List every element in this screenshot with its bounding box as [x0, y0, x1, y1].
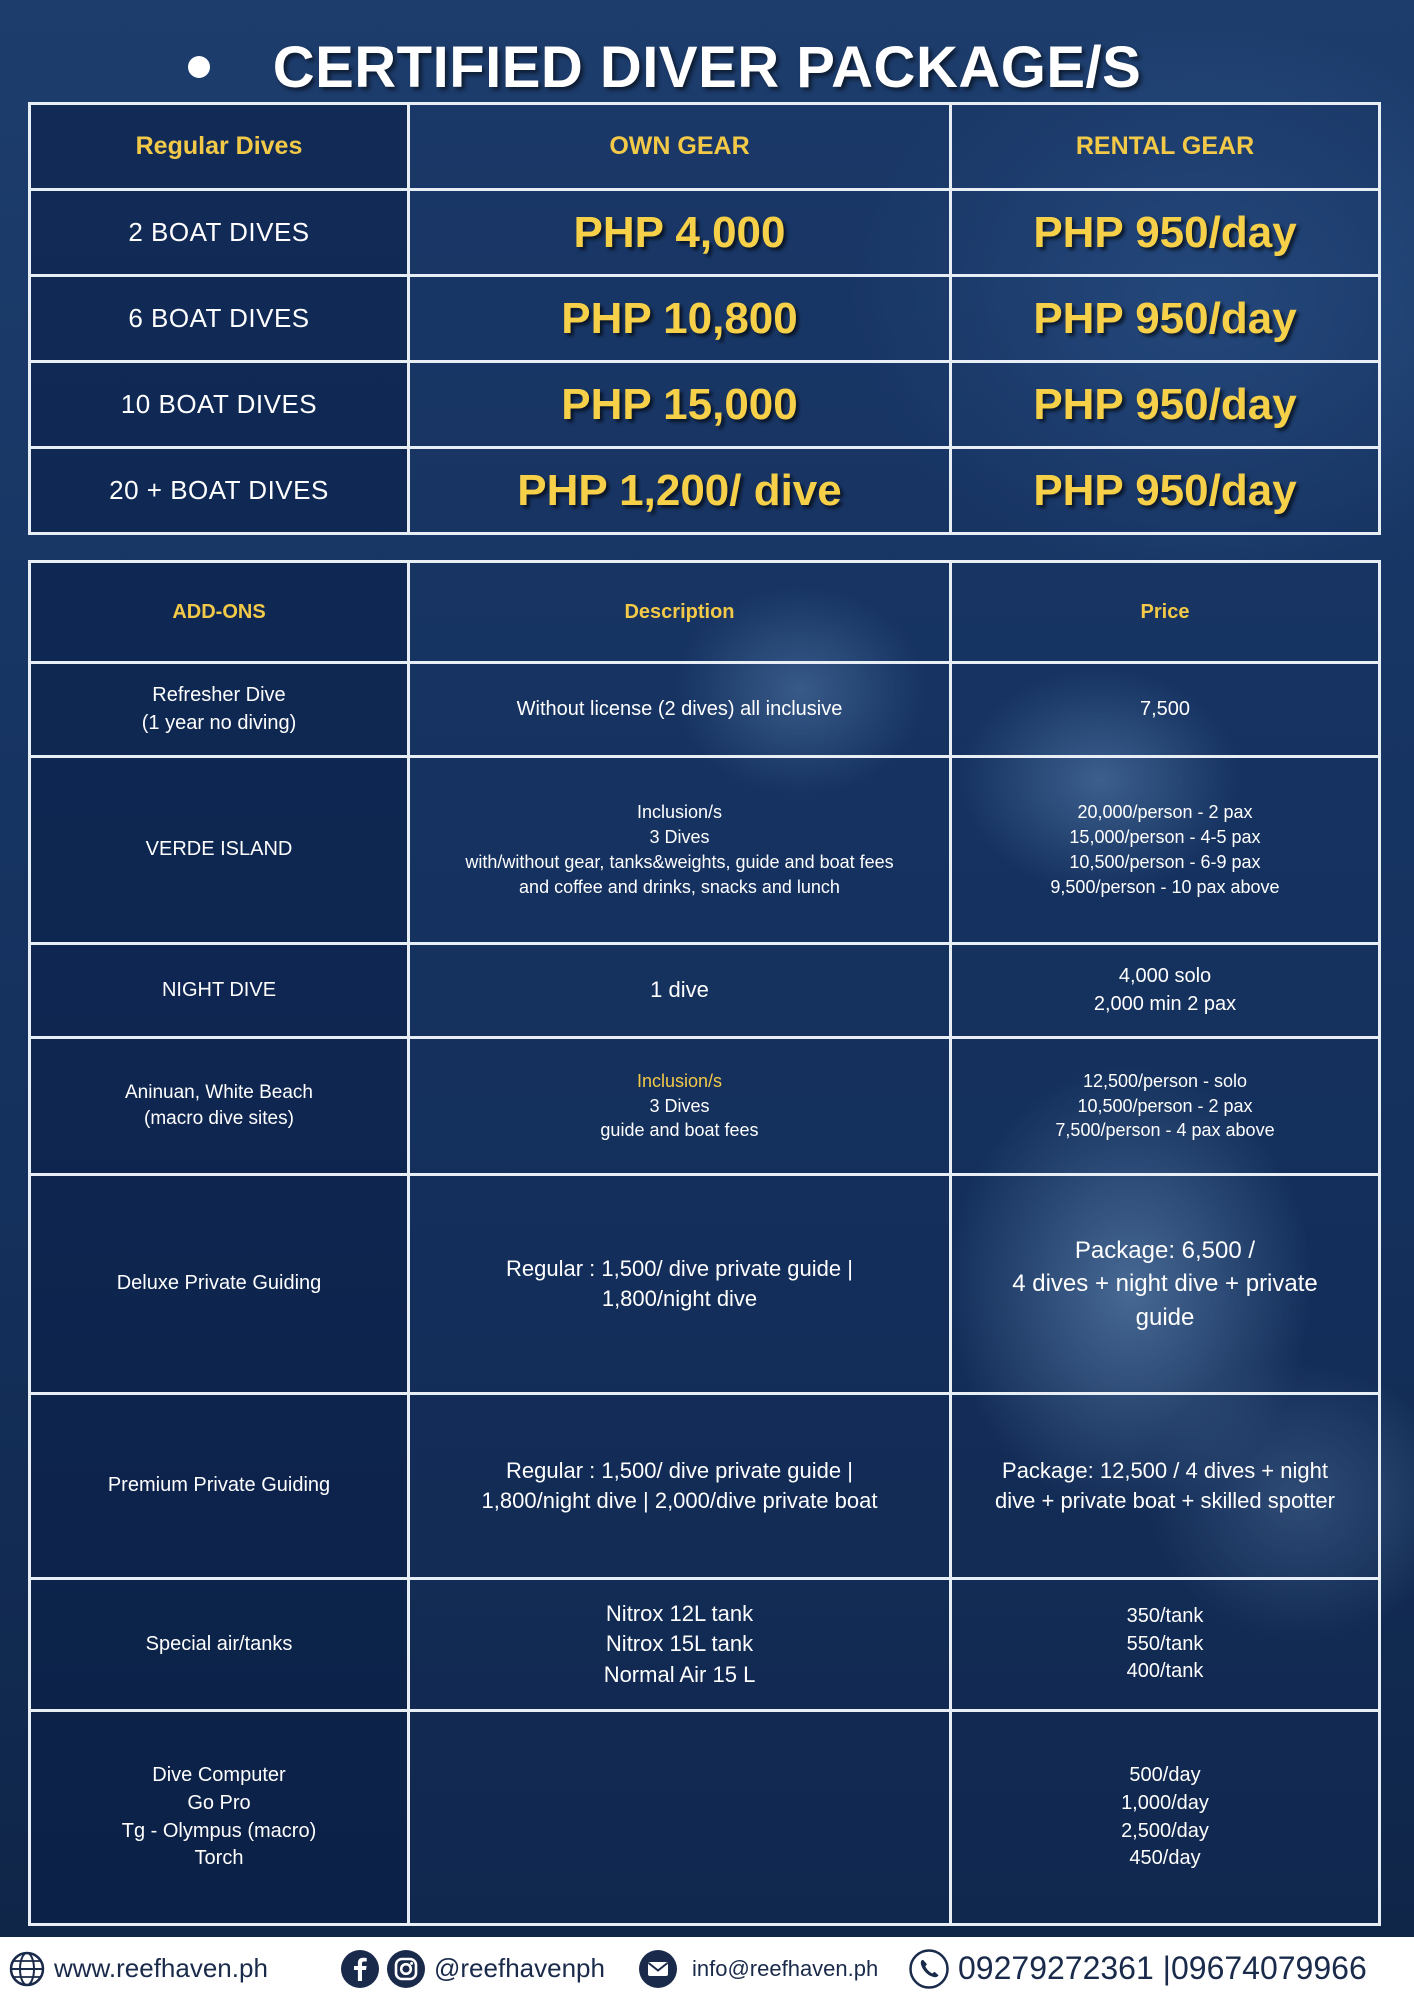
addon-description: Regular : 1,500/ dive private guide | 1,800/night dive — [409, 1175, 951, 1394]
header-own-gear: OWN GEAR — [409, 104, 951, 190]
package-header-row — [30, 104, 1380, 190]
addon-name: Deluxe Private Guiding — [30, 1175, 409, 1394]
email-icon — [638, 1949, 678, 1989]
rental-gear-price: PHP 950/day — [951, 276, 1380, 362]
header-addons: ADD-ONS — [30, 562, 409, 663]
addon-price: 20,000/person - 2 pax 15,000/person - 4-5 pax 10,500/person - 6-9 pax 9,500/person - 10 pax above — [951, 757, 1380, 944]
package-label: 20 + BOAT DIVES — [30, 448, 409, 534]
addon-price: 350/tank 550/tank 400/tank — [951, 1579, 1380, 1711]
own-gear-price: PHP 10,800 — [409, 276, 951, 362]
addon-row — [30, 757, 1380, 944]
addon-name: Dive Computer Go Pro Tg - Olympus (macro) Torch — [30, 1711, 409, 1925]
package-row — [30, 276, 1380, 362]
addons-table — [28, 560, 1381, 1926]
instagram-icon[interactable] — [386, 1949, 426, 1989]
addon-description — [409, 1711, 951, 1925]
addon-row — [30, 1038, 1380, 1175]
addon-description: Without license (2 dives) all inclusive — [409, 663, 951, 757]
addon-name: Special air/tanks — [30, 1579, 409, 1711]
contact-footer — [0, 1937, 1414, 2000]
addon-row — [30, 1175, 1380, 1394]
social-item[interactable] — [340, 1937, 605, 2000]
addon-name: Premium Private Guiding — [30, 1394, 409, 1579]
addon-name: Refresher Dive (1 year no diving) — [30, 663, 409, 757]
phone-numbers[interactable]: 09279272361 |09674079966 — [958, 1950, 1367, 1986]
addon-description: 1 dive — [409, 944, 951, 1038]
own-gear-price: PHP 4,000 — [409, 190, 951, 276]
addon-row — [30, 1394, 1380, 1579]
package-table — [28, 102, 1381, 535]
rental-gear-price: PHP 950/day — [951, 190, 1380, 276]
header-description: Description — [409, 562, 951, 663]
addon-description: Inclusion/s 3 Dives with/without gear, tanks&weights, guide and boat fees and coffee and drinks, snacks and lunch — [409, 757, 951, 944]
website-link[interactable]: www.reefhaven.ph — [54, 1953, 268, 1983]
addon-description: 3 Dives guide and boat fees — [600, 1095, 759, 1141]
own-gear-price: PHP 1,200/ dive — [409, 448, 951, 534]
package-label: 10 BOAT DIVES — [30, 362, 409, 448]
rental-gear-price: PHP 950/day — [951, 362, 1380, 448]
header-regular-dives: Regular Dives — [30, 104, 409, 190]
header-rental-gear: RENTAL GEAR — [951, 104, 1380, 190]
package-label: 6 BOAT DIVES — [30, 276, 409, 362]
addon-row — [30, 1711, 1380, 1925]
facebook-icon[interactable] — [340, 1949, 380, 1989]
header-price: Price — [951, 562, 1380, 663]
phone-icon — [908, 1948, 950, 1990]
addon-name: VERDE ISLAND — [30, 757, 409, 944]
addon-price: 12,500/person - solo 10,500/person - 2 pax 7,500/person - 4 pax above — [951, 1038, 1380, 1175]
package-row — [30, 362, 1380, 448]
addon-name: NIGHT DIVE — [30, 944, 409, 1038]
addon-price: Package: 6,500 / 4 dives + night dive + private guide — [951, 1175, 1380, 1394]
addon-price: Package: 12,500 / 4 dives + night dive + private boat + skilled spotter — [951, 1394, 1380, 1579]
addon-price: 4,000 solo 2,000 min 2 pax — [951, 944, 1380, 1038]
package-row — [30, 190, 1380, 276]
social-handle[interactable]: @reefhavenph — [434, 1953, 605, 1983]
email-item[interactable] — [638, 1937, 878, 2000]
addon-name: Aninuan, White Beach (macro dive sites) — [30, 1038, 409, 1175]
page-title: CERTIFIED DIVER PACKAGE/S — [272, 35, 1142, 100]
addon-description-cell — [409, 1038, 951, 1175]
package-label: 2 BOAT DIVES — [30, 190, 409, 276]
addon-price: 7,500 — [951, 663, 1380, 757]
addon-row — [30, 1579, 1380, 1711]
addon-price: 500/day 1,000/day 2,500/day 450/day — [951, 1711, 1380, 1925]
rental-gear-price: PHP 950/day — [951, 448, 1380, 534]
email-address[interactable]: info@reefhaven.ph — [692, 1955, 879, 1981]
addon-description: Nitrox 12L tank Nitrox 15L tank Normal Air 15 L — [409, 1579, 951, 1711]
own-gear-price: PHP 15,000 — [409, 362, 951, 448]
addon-row — [30, 944, 1380, 1038]
package-row — [30, 448, 1380, 534]
globe-icon — [8, 1950, 46, 1988]
addon-description: Regular : 1,500/ dive private guide | 1,800/night dive | 2,000/dive private boat — [409, 1394, 951, 1579]
addon-row — [30, 663, 1380, 757]
phone-item[interactable] — [908, 1937, 1367, 2000]
addons-header-row — [30, 562, 1380, 663]
inclusions-label: Inclusion/s — [636, 1070, 723, 1091]
website-item[interactable] — [8, 1937, 268, 2000]
